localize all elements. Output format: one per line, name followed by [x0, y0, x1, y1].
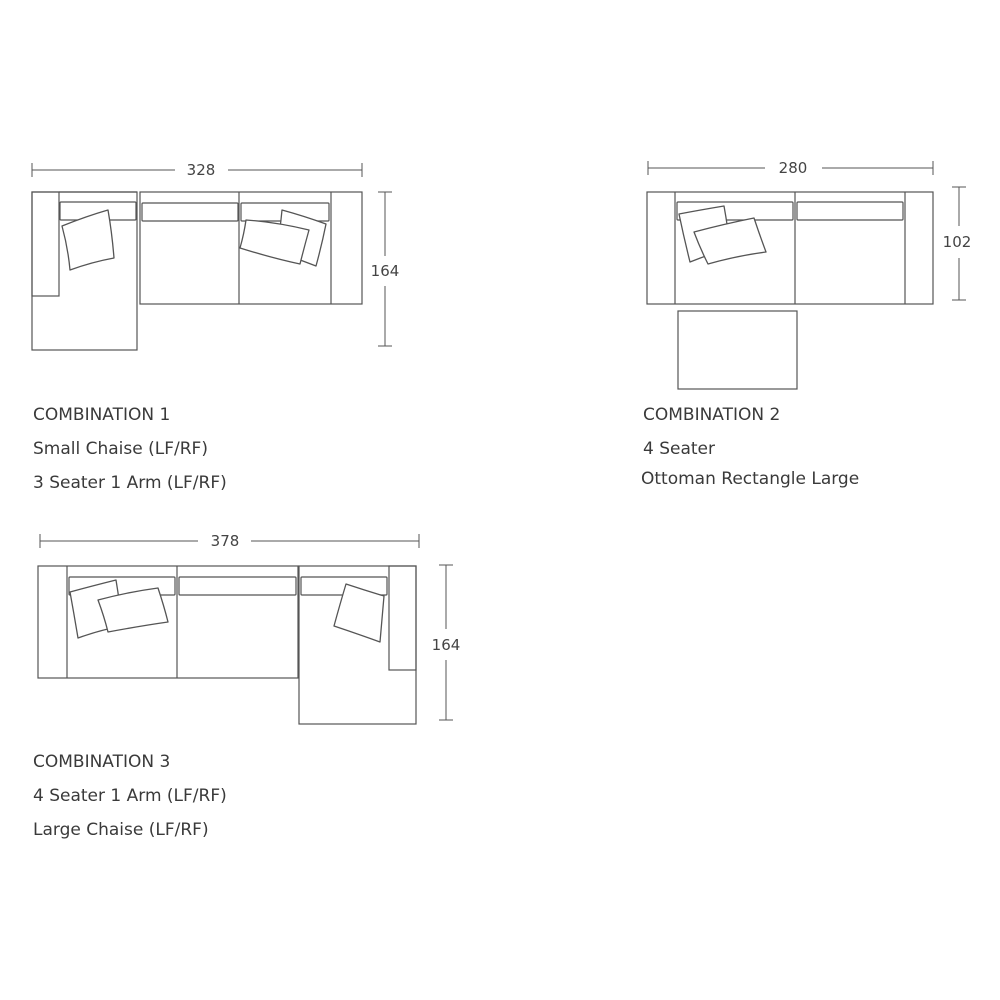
three-seater-one-arm [140, 192, 362, 304]
cushion [62, 210, 114, 270]
combination-2-width-dimension [648, 159, 933, 177]
combination-2-depth-dimension [943, 187, 972, 300]
combination-2-width-label: 280 [778, 159, 808, 177]
combination-2-caption [643, 398, 859, 496]
combination-2-drawing [647, 159, 971, 389]
combination-1-width-label: 328 [186, 161, 216, 179]
combination-3-depth-label: 164 [431, 636, 461, 654]
combination-3-caption [33, 745, 227, 847]
small-chaise [32, 192, 137, 350]
combination-3-line-1: 4 Seater 1 Arm (LF/RF) [33, 786, 227, 806]
combination-1-drawing [32, 161, 399, 350]
combination-2-line-2: Ottoman Rectangle Large [641, 469, 860, 489]
four-seater-one-arm [38, 566, 298, 678]
combination-1-title: COMBINATION 1 [33, 405, 171, 425]
four-seater [647, 192, 933, 304]
combination-2-title: COMBINATION 2 [643, 405, 781, 425]
combination-1-width-dimension [32, 161, 362, 179]
cushion [334, 584, 384, 642]
combination-3-width-dimension [40, 532, 419, 550]
combination-2-depth-label: 102 [942, 233, 972, 251]
large-chaise [299, 566, 416, 724]
combination-2-line-1: 4 Seater [643, 439, 716, 459]
combination-1-depth-label: 164 [370, 262, 400, 280]
combination-3-width-label: 378 [210, 532, 240, 550]
combination-3-title: COMBINATION 3 [33, 752, 171, 772]
combination-1-depth-dimension [371, 192, 400, 346]
combination-1-line-1: Small Chaise (LF/RF) [33, 439, 208, 459]
combination-3-drawing [38, 532, 460, 724]
combination-1-line-2: 3 Seater 1 Arm (LF/RF) [33, 473, 227, 493]
ottoman-rectangle-large [678, 311, 797, 389]
combination-1-caption [33, 398, 227, 500]
combination-3-line-2: Large Chaise (LF/RF) [33, 820, 209, 840]
combination-3-depth-dimension [432, 565, 461, 720]
